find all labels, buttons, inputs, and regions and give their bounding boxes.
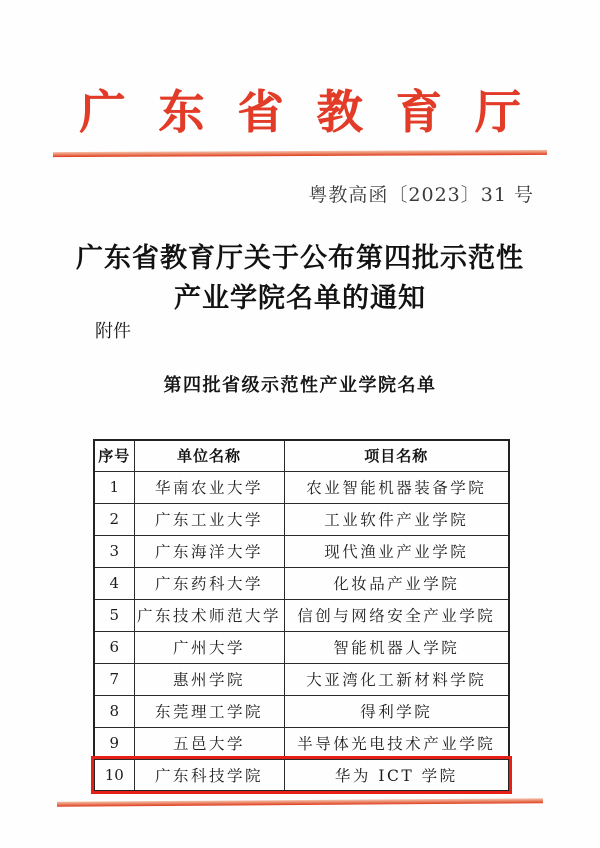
table-row (94, 663, 509, 695)
table-row (94, 567, 509, 599)
unit-name-cell: 广东技术师范大学 (134, 599, 284, 631)
row-number-cell: 1 (94, 471, 134, 503)
table-row (94, 599, 509, 631)
project-name-cell: 化妆品产业学院 (284, 567, 509, 599)
row-number-cell: 9 (94, 727, 134, 759)
project-name-cell: 大亚湾化工新材料学院 (284, 663, 509, 695)
unit-name-cell: 广东药科大学 (134, 567, 284, 599)
table-row (94, 535, 509, 567)
agency-name: 广东省教育厅 (79, 85, 554, 139)
row-number-cell: 7 (94, 663, 134, 695)
document-title-line1: 广东省教育厅关于公布第四批示范性 (76, 243, 524, 274)
college-roster-table (93, 439, 510, 792)
row-number-cell: 3 (94, 535, 134, 567)
row-number-cell: 8 (94, 695, 134, 727)
row-number-cell: 2 (94, 503, 134, 535)
header-serial-number: 序号 (94, 440, 134, 471)
project-name-cell: 智能机器人学院 (284, 631, 509, 663)
row-number-cell: 5 (94, 599, 134, 631)
row-number-cell: 4 (94, 567, 134, 599)
table-row (94, 503, 509, 535)
document-number: 粤教高函〔2023〕31 号 (308, 184, 534, 206)
bottom-red-rule (57, 798, 543, 806)
project-name-cell: 信创与网络安全产业学院 (284, 599, 509, 631)
unit-name-cell: 华南农业大学 (134, 471, 284, 503)
table-row (94, 631, 509, 663)
unit-name-cell: 惠州学院 (134, 663, 284, 695)
table-title: 第四批省级示范性产业学院名单 (163, 375, 437, 396)
project-name-cell: 半导体光电技术产业学院 (284, 727, 509, 759)
document-title-line2: 产业学院名单的通知 (174, 283, 426, 314)
table-row (94, 727, 509, 759)
project-name-cell: 现代渔业产业学院 (284, 535, 509, 567)
table-body (94, 471, 509, 791)
project-name-cell: 农业智能机器装备学院 (284, 471, 509, 503)
row-number-cell: 10 (94, 759, 134, 791)
unit-name-cell: 广东工业大学 (134, 503, 284, 535)
project-name-cell: 华为 ICT 学院 (284, 759, 509, 791)
letterhead-red-divider (53, 150, 547, 157)
letterhead (0, 76, 600, 142)
table-row (94, 695, 509, 727)
unit-name-cell: 东莞理工学院 (134, 695, 284, 727)
document-title (0, 239, 600, 319)
attachment-label: 附件 (95, 321, 131, 342)
unit-name-cell: 广东海洋大学 (134, 535, 284, 567)
project-name-cell: 工业软件产业学院 (284, 503, 509, 535)
row-number-cell: 6 (94, 631, 134, 663)
table-row (94, 471, 509, 503)
unit-name-cell: 五邑大学 (134, 727, 284, 759)
header-project-name: 项目名称 (284, 440, 509, 471)
table-row-highlighted (94, 759, 509, 791)
table-header-row (94, 440, 509, 471)
header-unit-name: 单位名称 (134, 440, 284, 471)
project-name-cell: 得利学院 (284, 695, 509, 727)
unit-name-cell: 广州大学 (134, 631, 284, 663)
unit-name-cell: 广东科技学院 (134, 759, 284, 791)
